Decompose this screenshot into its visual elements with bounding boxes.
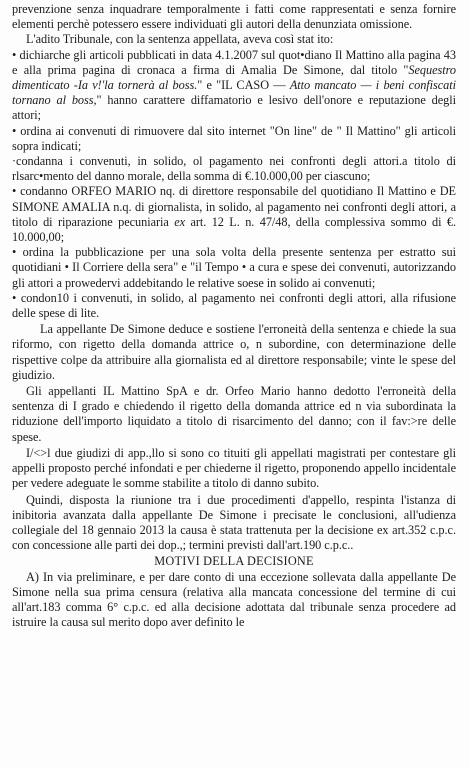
ruling-text-2: " e "IL CASO —	[197, 78, 290, 93]
reparation-text-2: art. 12 L. n. 47/48, della complessiva sommo di €. 10.000,00;	[12, 214, 456, 245]
article-title-1: Sequestro dimenticato -Ia v!'la tornerà al boss.	[12, 62, 456, 93]
paragraph-ruling-publication: • ordina la pubblicazione per una sola volta della presente sentenza per estratto sui quotidiani • Il Corriere della sera" e "il Tempo • a cura e spese dei convenuti, autorizzando gli attori a prowedervi addebitando le relative soese in solido ai convenuti;	[12, 245, 456, 290]
paragraph-ruling-declaration	[12, 48, 456, 124]
paragraph-ruling-damages: ·condanna i convenuti, in solido, ol pagamento nei confronti degli attori.a titolo di rlsarc•mento del danno morale, della somma di €.10.000,00 per ciascuno;	[12, 154, 456, 184]
article-title-2: Atto mancato — i beni confiscati tornano al boss,	[12, 78, 456, 108]
ruling-text-1: • dichiarche gli articoli pubblicati in data 4.1.2007 sul quot•diano Il Mattino alla pagina 43 e alla prima pagina di cronaca a firma di Amalia De Simone, dal titolo "	[12, 47, 456, 77]
paragraph-appellant-de-simone: La appellante De Simone deduce e sostiene l'erroneità della sentenza e chiede la sua riformo, con rigetto della domanda attrice o, n subordine, con determinazione delle rispettive colpe da attribuire alla giornalista ed al direttore responsabile; vinte le spese del giudizio.	[12, 322, 456, 382]
paragraph-tribunal-intro: L'adito Tribunale, con la sentenza appellata, aveva così stat ito:	[26, 32, 334, 47]
paragraph-ruling-removal: • ordina ai convenuti di rimuovere dal sito internet "On line" de " Il Mattino" gli articoli sopra indicati;	[12, 123, 456, 153]
paragraph-appellants-mattino: Gli appellanti IL Mattino SpA e dr. Orfeo Mario hanno dedotto l'erroneità della sentenza di I grado e chiedendo il rigetto della domanda attrice ed n via subordinata la riduzione dell'importo liquidato a titolo di risarcimento del danno; con il fav:>re delle spese.	[12, 384, 456, 444]
reparation-text-1: • condanno ORFEO MARIO nq. di direttore responsabile del quotidiano Il Mattino e DE SIMONE AMALIA n.q. di giornalista, in solido, al pagamento nei confronti degli attori, a titolo di riparazione pecuniaria	[12, 184, 456, 229]
paragraph-procedure: Quindi, disposta la riunione tra i due procedimenti d'appello, respinta l'istanza di inibitoria avanzata dalla appellante De Simone i precisate le conclusioni, all'udienza collegiale del 18 gennaio 2013 la causa è stata trattenuta per la decisione ex art.352 c.p.c. con concessione alle parti dei dop.,; termini previsti dall'art.190 c.p.c..	[12, 492, 456, 553]
ruling-text-3: " hanno carattere diffamatorio e lesivo dell'onore e reputazione degli attori;	[12, 93, 456, 123]
reparation-ex: ex	[174, 214, 186, 229]
paragraph-appellees: I/<>l due giudizi di app.,llo si sono co tituiti gli appellati magistrati per contestare gli appelli proposto perché infondati e per chiederne il rigetto, proponendo appello incidentale per vedere adeguate le somme stabilite a titolo di danno subito.	[12, 445, 456, 491]
paragraph-ruling-reparation	[12, 184, 456, 245]
section-heading: MOTIVI DELLA DECISIONE	[154, 554, 314, 569]
paragraph-preliminary: A) In via preliminare, e per dare conto di una eccezione sollevata dalla appellante De Simone nella sua prima censura (relativa alla mancata concessione del termine di cui all'art.183 comma 6° c.p.c. ed alla decisione adottata dal tribunale senza procedere ad istruire la causa sul merito dopo aver definito le	[12, 569, 456, 630]
paragraph-ruling-costs: • condon10 i convenuti, in solido, al pagamento nei confronti degli attori, alla rifusione delle spese di lite.	[12, 290, 456, 321]
paragraph-continuation: prevenzione senza inquadrare temporalmente i fatti come rappresentati e senza fornire elementi perchè potessero essere individuati gli autori della denunziata omissione.	[12, 2, 456, 32]
